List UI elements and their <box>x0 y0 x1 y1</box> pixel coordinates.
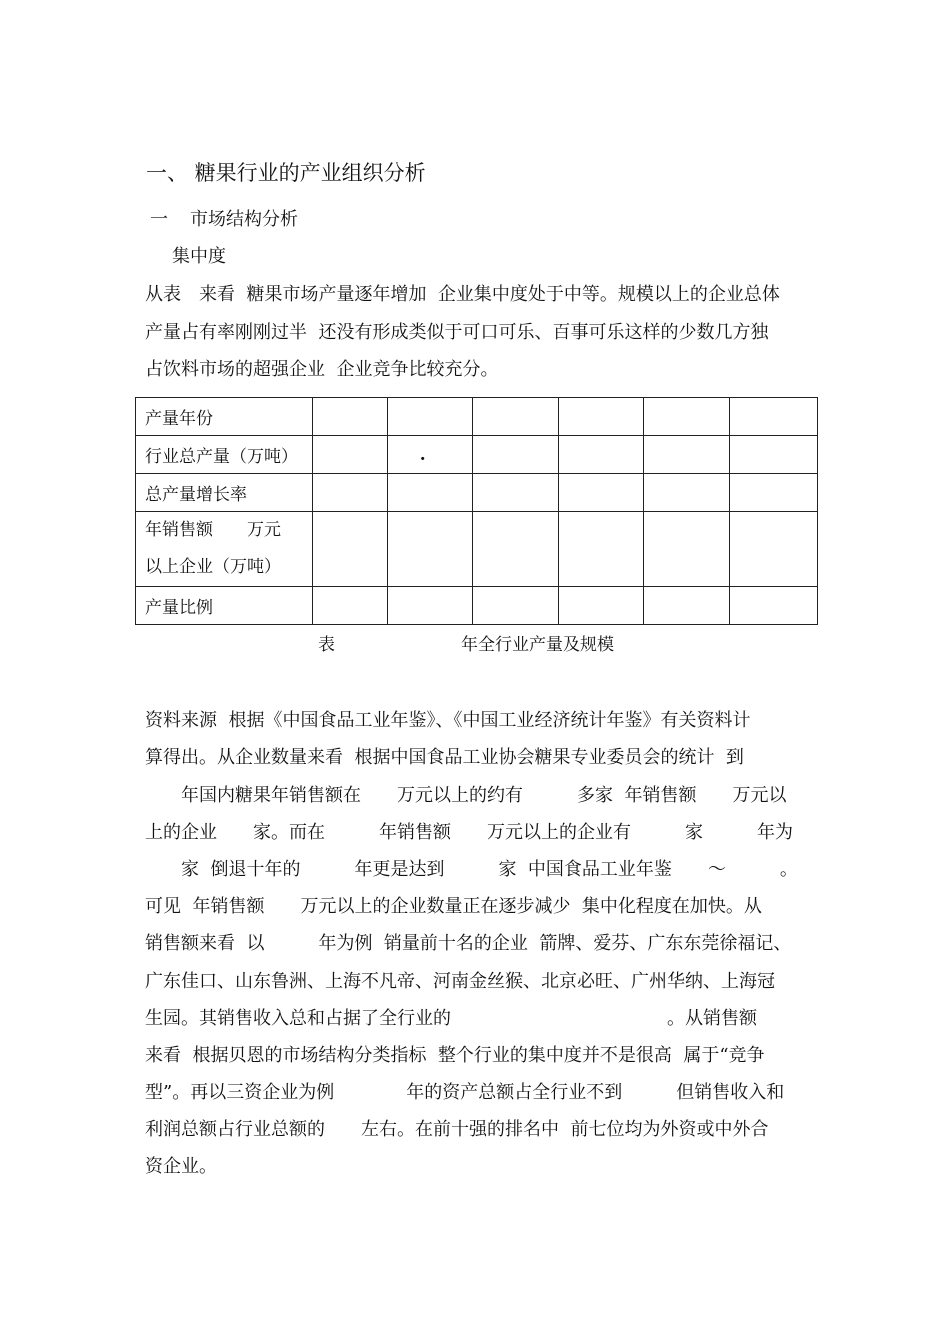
row-label-total-output: 行业总产量（万吨） <box>136 436 313 474</box>
paragraph2-line-10: 来看 根据贝恩的市场结构分类指标 整个行业的集中度并不是很高 属于“竞争 <box>145 1045 765 1066</box>
subsection-heading <box>150 206 298 234</box>
subsection-title: 市场结构分析 <box>190 209 298 230</box>
row-label-output-ratio: 产量比例 <box>136 587 313 625</box>
row-label-line-1: 年销售额 万元 <box>145 520 281 540</box>
paragraph2-line-1: 资料来源 根据《中国食品工业年鉴》、《中国工业经济统计年鉴》有关资料计 <box>145 710 751 731</box>
paragraph1-line-3: 占饮料市场的超强企业 企业竞争比较充分。 <box>145 359 499 380</box>
table-row <box>136 474 818 512</box>
paragraph2-line-4: 上的企业 家。而在 年销售额 万元以上的企业有 家 年为 <box>145 822 793 843</box>
paragraph2-line-11: 型”。再以三资企业为例 年的资产总额占全行业不到 但销售收入和 <box>145 1082 785 1103</box>
paragraph2-line-6: 可见 年销售额 万元以上的企业数量正在逐步减少 集中化程度在加快。从 <box>145 896 762 917</box>
paragraph2-line-2: 算得出。从企业数量来看 根据中国食品工业协会糖果专业委员会的统计 到 <box>145 747 744 768</box>
subsubsection-heading: 集中度 <box>172 246 226 267</box>
row-label-growth-rate: 总产量增长率 <box>136 474 313 512</box>
table-row <box>136 512 818 587</box>
table-caption-label: 表 <box>318 635 335 655</box>
table-row <box>136 398 818 436</box>
table-caption-title: 年全行业产量及规模 <box>461 635 614 655</box>
paragraph2-line-3: 年国内糖果年销售额在 万元以上的约有 多家 年销售额 万元以 <box>145 785 787 806</box>
paragraph1-line-2: 产量占有率刚刚过半 还没有形成类似于可口可乐、百事可乐这样的少数几方独 <box>145 322 769 343</box>
paragraph2-line-8: 广东佳口、山东鲁洲、上海不凡帝、河南金丝猴、北京必旺、广州华纳、上海冠 <box>145 971 775 992</box>
table-row <box>136 587 818 625</box>
table-row <box>136 436 818 474</box>
row-label-year: 产量年份 <box>136 398 313 436</box>
paragraph2-line-9: 生园。其销售收入总和占据了全行业的 。从销售额 <box>145 1008 757 1029</box>
table-cell-value: . <box>419 444 426 465</box>
paragraph2-line-12: 利润总额占行业总额的 左右。在前十强的排名中 前七位均为外资或中外合 <box>145 1119 769 1140</box>
paragraph2-line-5: 家 倒退十年的 年更是达到 家 中国食品工业年鉴 ～ 。 <box>145 859 798 880</box>
row-label-large-enterprises <box>136 512 313 587</box>
production-table <box>135 397 818 625</box>
paragraph1-line-1: 从表 来看 糖果市场产量逐年增加 企业集中度处于中等。规模以上的企业总体 <box>145 284 780 305</box>
subsection-number: 一 <box>150 209 168 230</box>
paragraph2-line-13: 资企业。 <box>145 1156 217 1177</box>
paragraph2-line-7: 销售额来看 以 年为例 销量前十名的企业 箭牌、爱芬、广东东莞徐福记、 <box>145 933 792 954</box>
section-heading: 一、 糖果行业的产业组织分析 <box>146 161 426 185</box>
row-label-line-2: 以上企业（万吨） <box>145 557 281 577</box>
